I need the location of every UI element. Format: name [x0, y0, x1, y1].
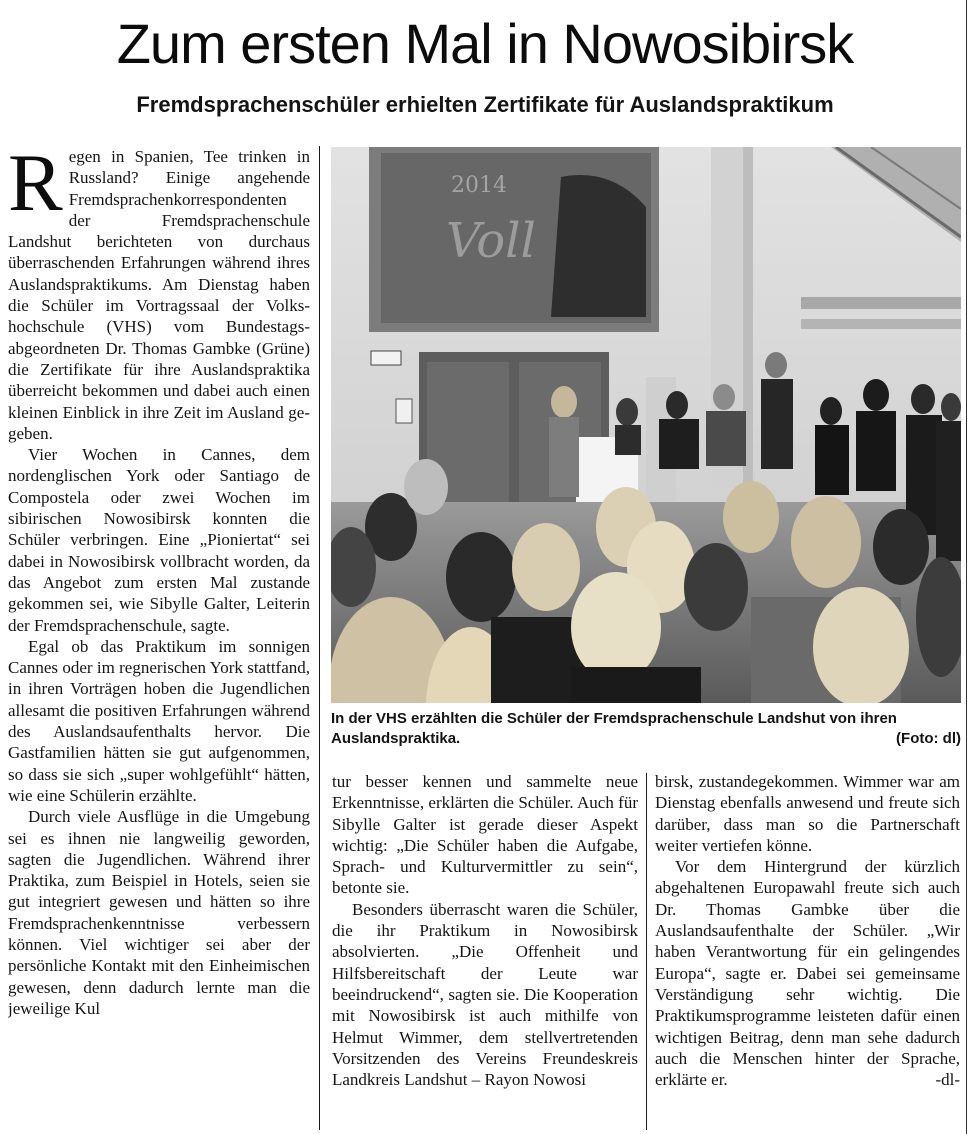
paragraph-text: Vor dem Hintergrund der kürzlich abgehaltenen Europawahl freute sich auch Dr. Thomas Gambke über die Auslandsaufenthalte der Schüler. „Wir haben Verantwortung für ein gelingendes Europa“, sagte er. Dabei sei gemeinsame Verständigung sehr wichtig. Die Praktikumsprogramme leisteten dafür einen wichtigen Beitrag, denn man sehe dadurch auch die Menschen hinter der Sprache, erklärte er. — [655, 857, 960, 1090]
svg-text:2014: 2014 — [451, 173, 507, 198]
paragraph: Egal ob das Praktikum im sonnigen Cannes oder im regnerischen York stattfand, in ihren Vorträgen hoben die Jugendlichen allesamt die positiven Erfahrungen während des Auslandsaufenthalts hervor. Die Gastfamilien hätten sie gut aufgenommen, so dass sie sich „super wohlgefühlt“ hätten, wie eine Schülerin erzählte. — [8, 636, 310, 805]
paragraph: tur besser kennen und sammelte neue Erkenntnisse, erklärten die Schüler. Auch für Sibylle Galter ist gerade dieser Aspekt wichtig: „Die Schüler haben die Aufgabe, Sprach- und Kulturvermittler zu sein“, betonte sie. — [332, 772, 638, 898]
paragraph: birsk, zustandegekommen. Wimmer war am Dienstag ebenfalls anwesend und freute sich darüber, dass man so die Partnerschaft weiter vertiefen könne. — [655, 772, 960, 855]
column-divider — [646, 773, 647, 1130]
subheadline: Fremdsprachenschüler erhielten Zertifikate für Auslandspraktikum — [136, 92, 834, 117]
author-signoff: -dl- — [935, 1070, 960, 1090]
photo-presentation-scene — [331, 147, 961, 703]
drop-cap: R — [8, 146, 63, 228]
page-edge-rule — [966, 0, 967, 1134]
article-column-2 — [332, 771, 638, 1131]
paragraph: Durch viele Ausflüge in die Umgebung sei es ihnen nie langweilig geworden, sagten die Jugendlichen. Während ihrer Praktika, zum Beispiel in Hotels, seien sie gut integriert gewesen und hätten so ihre Fremdsprachenkenntnisse verbessern können. Viel wichtiger sei aber der persönliche Kontakt mit den Einheimischen gewesen, denn dadurch lernte man die jeweilige Kul — [8, 807, 310, 1018]
article-photo — [331, 147, 961, 703]
article-column-1 — [8, 146, 310, 1130]
paragraph: Vier Wochen in Cannes, dem nordenglischen York oder Santiago de Compostela oder zwei Wochen im sibirischen Nowosibirsk konnten die Schüler verbringen. Eine „Pioniertat“ sei dabei in Nowosibirsk vollbracht worden, da das Angebot zum ersten Mal zustande gekommen sei, wie Sibylle Galter, Leiterin der Fremdsprachenschule, sagte. — [8, 445, 310, 635]
paragraph — [655, 856, 960, 1090]
svg-text:Voll: Voll — [446, 213, 536, 269]
paragraph-text: egen in Spanien, Tee trinken in Russland? Einige angehende Fremdsprachenkorrespondenten der Fremdsprachenschule Landshut berichteten von durchaus überraschenden Erfahrungen während ihres Auslandspraktikums. Am Dienstag haben die Schüler im Vortragssaal der Volkshochschule (VHS) vom Bundestagsabgeordneten Dr. Thomas Gambke (Grüne) die Zertifikate für ihre Auslandspraktika überreicht bekommen und dabei auch einen kleinen Einblick in ihre Zeit im Ausland gegeben. — [8, 147, 310, 443]
paragraph: Besonders überrascht waren die Schüler, die ihr Praktikum in Nowosibirsk absolvierten. „Die Offenheit und Hilfsbereitschaft der Leute war beeindruckend“, sagten sie. Die Kooperation mit Nowosibirsk ist auch mithilfe von Helmut Wimmer, dem stellvertretenden Vorsitzenden des Vereins Freundeskreis Landkreis Landshut – Rayon Nowosi — [332, 899, 638, 1090]
article-column-3 — [655, 771, 960, 1131]
paragraph — [8, 146, 310, 444]
column-divider — [319, 146, 320, 1130]
caption-text: In der VHS erzählten die Schüler der Fremdsprachenschule Landshut von ihren Auslandspraktika. — [331, 710, 897, 747]
photo-caption — [331, 709, 961, 749]
photo-credit: (Foto: dl) — [896, 730, 961, 747]
headline: Zum ersten Mal in Nowosibirsk — [116, 12, 854, 75]
